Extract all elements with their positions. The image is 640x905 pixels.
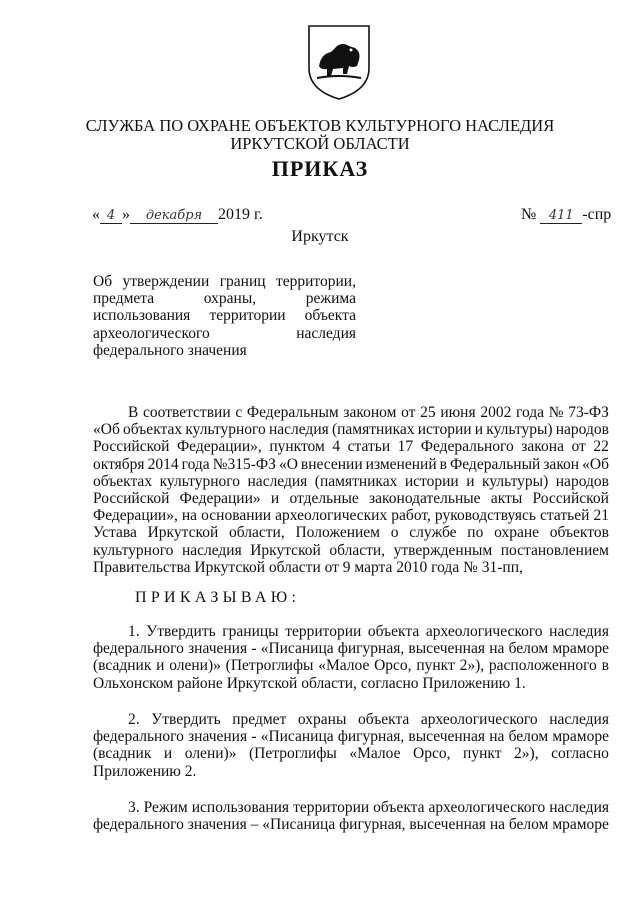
paragraph-line: (всадник и олени)» (Петроглифы «Малое Орсо, пункт 2»), согласно — [93, 745, 609, 763]
date-close-quote: » — [122, 206, 130, 223]
document-subject — [93, 273, 356, 359]
subject-line: федерального значения — [93, 341, 247, 359]
date-open-quote: « — [92, 206, 100, 223]
subject-line: предмета охраны, режима — [93, 290, 356, 308]
paragraph-line: Федерации», на основании археологических работ, руководствуясь статьей 21 — [93, 507, 609, 525]
coat-of-arms-emblem — [303, 22, 375, 102]
paragraph-line: 2. Утвердить предмет охраны объекта археологического наследия — [128, 711, 609, 728]
paragraph-line: Устава Иркутской области, Положением о службе по охране объектов — [93, 524, 609, 542]
paragraph-line: В соответствии с Федеральным законом от 25 июня 2002 года № 73-ФЗ — [128, 404, 609, 421]
document-type-title: ПРИКАЗ — [271, 156, 369, 181]
paragraph-line: (всадник и олени)» (Петроглифы «Малое Орсо, пункт 2»), расположенного в — [93, 657, 609, 675]
paragraph-line: октября 2014 года №315-ФЗ «О внесении изменений в Федеральный закон «Об — [93, 455, 609, 473]
subject-line: Об утверждении границ территории, — [93, 273, 356, 290]
paragraph-line: федерального значения - «Писаница фигурная, высеченная на белом мраморе — [93, 728, 609, 746]
paragraph-line: Правительства Иркутской области от 9 марта 2010 года № 31-пп, — [93, 558, 523, 576]
paragraph-line: 3. Режим использования территории объекта археологического наследия — [128, 799, 609, 816]
paragraph-line: культурного наследия Иркутской области, утвержденным постановлением — [93, 541, 609, 559]
item-3-paragraph — [93, 799, 609, 833]
paragraph-line: Российской Федерации», пунктом 4 статьи 17 Федерального закона от 22 — [93, 438, 609, 456]
paragraph-line: федерального значения – «Писаница фигурная, высеченная на белом мраморе — [93, 816, 609, 834]
date-day-field — [100, 207, 122, 224]
date-month-field — [130, 207, 218, 224]
number-suffix: -спр — [582, 206, 612, 223]
number-value: 411 — [548, 208, 574, 223]
paragraph-line: 1. Утвердить границы территории объекта археологического наследия — [128, 623, 609, 640]
paragraph-line: Российской Федерации» и отдельные законодательные акты Российской — [93, 490, 609, 508]
date-day: 4 — [106, 208, 116, 223]
subject-line: археологического наследия — [93, 324, 356, 342]
date-month: декабря — [145, 208, 203, 223]
order-word: ПРИКАЗЫВАЮ: — [135, 589, 301, 606]
item-1-paragraph — [93, 623, 609, 692]
paragraph-line: федерального значения - «Писаница фигурная, высеченная на белом мраморе — [93, 640, 609, 658]
organization-name-line2: ИРКУТСКОЙ ОБЛАСТИ — [230, 134, 410, 153]
paragraph-line: объектах культурного наследия (памятниках истории и культуры) народов — [93, 472, 609, 490]
paragraph-line: Приложению 2. — [93, 762, 197, 780]
date-year: 2019 г. — [218, 206, 263, 223]
city-name: Иркутск — [291, 228, 349, 245]
number-field — [540, 207, 582, 224]
paragraph-line: «Об объектах культурного наследия (памятниках истории и культуры) народов — [93, 421, 609, 439]
document-number — [521, 206, 611, 224]
item-2-paragraph — [93, 711, 609, 780]
paragraph-line: Ольхонском районе Иркутской области, согласно Приложению 1. — [93, 674, 526, 692]
number-prefix: № — [521, 206, 537, 223]
subject-line: использования территории объекта — [93, 307, 356, 325]
document-date — [92, 206, 263, 224]
organization-name-line1: СЛУЖБА ПО ОХРАНЕ ОБЪЕКТОВ КУЛЬТУРНОГО НАСЛЕДИЯ — [85, 116, 555, 135]
preamble-paragraph — [93, 404, 609, 576]
